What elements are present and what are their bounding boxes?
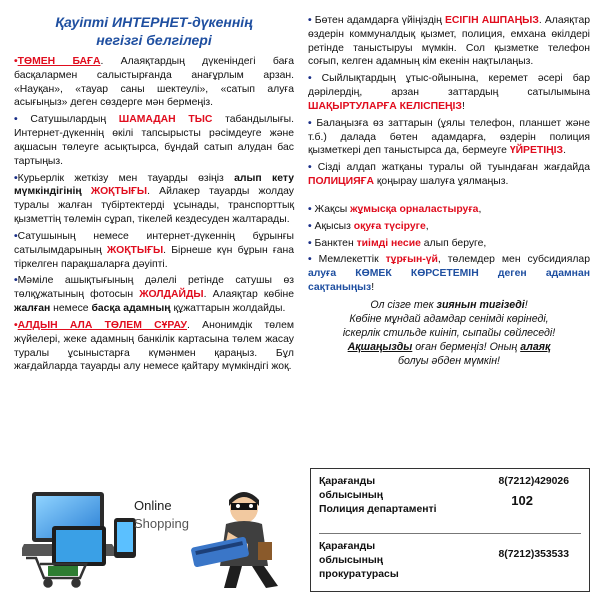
offer-housing: • Мемлекеттік тұрғын-үй, төлемдер мен субсидиялар алуға КӨМЕК КӨРСЕТЕМІН деген адамнан сақтаныңыз! [308,254,590,294]
bullet-icon: • [308,73,322,85]
bullet-icon: • [14,230,18,242]
contacts-box [310,468,590,592]
title-line-2: негізгі белгілері [96,31,212,48]
online-shopping-illustration [22,484,284,590]
contact-prosecutor-label: Қарағанды облысының прокуратурасы [319,541,399,581]
bullet-icon: • [14,172,18,184]
left-column [14,14,294,377]
title-line-1: Қауіпті ИНТЕРНЕТ-дүкеннің [55,14,253,30]
online-shopping-image [22,484,284,590]
tablet-icon [52,526,106,566]
point-prize-offers: • Сыйлықтардың ұтыс-ойынына, керемет әсері бар дәрілердің, арзан заттардың сатылымына ШАҚЫРТУЛАРҒА КЕЛІСПЕҢІЗ! [308,73,590,112]
offer-loan: • Банктен тиімді несие алып беруге, [308,237,487,249]
point-persistence: • Сатушылардың ШАМАДАН ТЫС табандылығы. Интернет-дүкеннің өкілі тапсырысты рәсімдеуге және ақшасын төлеуге асықтырса, бұндай сатып алудан бас тартыңыз. [14,114,294,167]
point-low-price: •ТӨМЕН БАҒА. Алаяқтардың дүкеніндегі баға басқалармен салыстырғанда анағұрлым арзан. «Науқан», «тауар саны шектеулі», «сатып алуға асығыңыз» деген сөздерге мән бермеңіз. [14,56,294,109]
warning-line-1: Ол сізге тек зиянын тигізеді! [370,298,528,311]
phone-icon [114,518,136,558]
offer-study: • Ақысыз оқуға түсіруге, [308,220,429,232]
point-call-police: • Сізді алдап жатқаны туралы ой туындаған жағдайда ПОЛИЦИЯҒА қоңырау шалуға ұялмаңыз. [308,162,591,188]
bullet-icon: • [308,203,315,215]
warning-line-2: Көбіне мұндай адамдар сенімді көрінеді, [349,312,549,325]
point-no-history: •Сатушының немесе интернет-дүкеннің бұрынғы сатылымдарының ЖОҚТЫҒЫ. Бірнеше күн бұрын ғана тіркелген парақшаларға дәуіпті. [14,230,294,270]
warning-line-4: Ақшаңызды оған бермеңіз! Оның алаяқ [347,341,551,354]
bullet-icon: • [14,56,18,67]
contact-prosecutor [319,533,581,581]
bullet-icon: • [308,15,315,26]
police-short-number: 102 [511,493,533,508]
prosecutor-phone: 8(7212)353533 [498,549,569,560]
leaflet-title [14,14,294,49]
bullet-icon: • [14,319,18,331]
point-passport-photo: •Мәміле ашықтығының дәлелі ретінде сатушы өз төлқұжатының фотосын ЖОЛДАЙДЫ. Алаяқтар көбіне жалған немесе басқа адамның құжаттарын жолдайды. [14,275,294,315]
bullet-icon: • [308,162,318,174]
bullet-icon: • [308,237,315,249]
right-column [308,14,590,368]
point-prepayment: •АЛДЫН АЛА ТӨЛЕМ СҰРАУ. Анонимдік төлем жүйелері, жеке адамның банкілік картасына төлем жасау туралы ұсыныстарға күмәнмен қараңыз. Бұл жағдайларда тауарды алу немесе қайтару мүмкіндігі жоқ. [14,319,295,373]
contact-police-label: Қарағанды облысының Полиция департаменті [319,476,437,516]
bullet-icon: • [14,275,18,287]
bullet-icon: • [308,117,317,129]
thief-icon [191,492,278,588]
point-do-not-open-door: • Бөтен адамдарға үйіңіздің ЕСІГІН АШПАҢЫЗ. Алаяқтар өздерін коммуналдық қызмет, полиция, емхана өкілдері ретінде таныстыруы мүмкін. Сол қызметке телефон соғып, келген адамның кім екенін нақтылаңыз. [308,15,591,68]
bullet-icon: • [14,114,31,126]
warning-block [308,298,590,368]
point-no-pickup: •Курьерлік жеткізу мен тауарды өзіңіз алып кету мүмкіндігінің ЖОҚТЫҒЫ. Айлакер тауарды жолдау туралы жалған түбіртектерді ұсынады, транспорттық қызметтің төлемін сұрап, тікелей кездесуден жалтарады. [14,172,294,226]
police-phone: 8(7212)429026 [498,476,569,487]
warning-line-5: болуы әбден мүмкін! [398,355,500,368]
bullet-icon: • [308,220,315,232]
shopping-label: Shopping [134,516,189,531]
online-label: Online [134,498,172,513]
offer-job: • Жақсы жұмысқа орналастыруға, [308,203,482,215]
point-teach-child: • Балаңызға өз заттарын (ұялы телефон, планшет және т.б.) далада бөтен адамдарға, өздерін полиция қызметкері деп таныстырса да, бермеуге ҮЙРЕТІҢІЗ. [308,117,590,157]
bullet-icon: • [308,254,319,266]
warning-line-3: іскерлік стильде киініп, сыпайы сөйлеседі! [342,327,556,340]
